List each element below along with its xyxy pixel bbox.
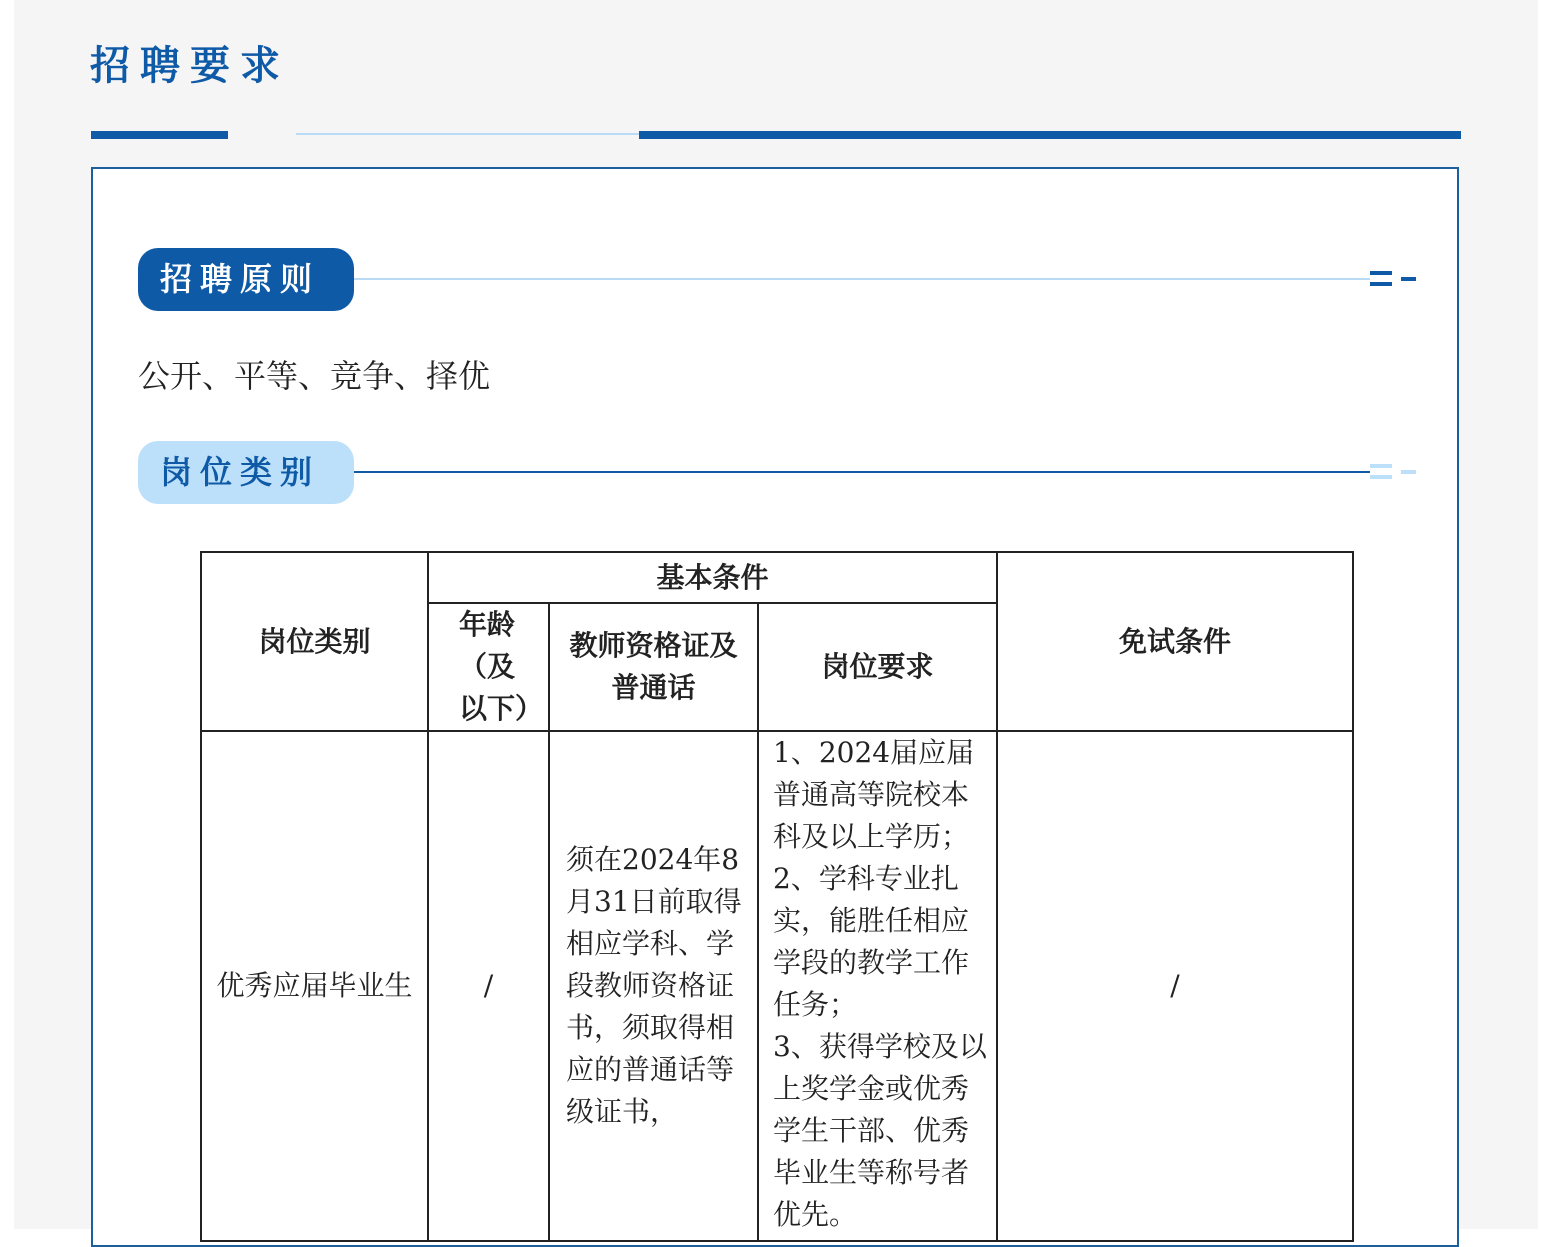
- cell-certificate: 须在2024年8月31日前取得相应学科、学段教师资格证书，须取得相应的普通话等级证书，: [549, 731, 758, 1241]
- cell-requirements: [758, 731, 997, 1241]
- section-heading-principle: 招聘原则: [138, 248, 354, 311]
- principle-text: 公开、平等、竞争、择优: [138, 357, 491, 395]
- title-underline-middle: [296, 133, 639, 135]
- header-age: 年龄（及以下）: [428, 603, 549, 731]
- double-dash-icon: [1370, 462, 1416, 482]
- header-exemption: 免试条件: [997, 552, 1353, 731]
- requirement-item: 3、获得学校及以上奖学金或优秀学生干部、优秀毕业生等称号者优先。: [773, 1030, 987, 1231]
- requirement-item: 2、学科专业扎实，能胜任相应学段的教学工作任务；: [773, 862, 970, 1021]
- table-row: [201, 731, 1353, 1241]
- header-certificate: 教师资格证及普通话: [549, 603, 758, 731]
- double-dash-icon: [1370, 269, 1416, 289]
- cell-age: /: [428, 731, 549, 1241]
- cell-category: 优秀应届毕业生: [201, 731, 428, 1241]
- section-heading-category: 岗位类别: [138, 441, 354, 504]
- position-table: [200, 551, 1354, 1242]
- section-divider-category: [354, 471, 1370, 473]
- title-underline-right: [639, 131, 1461, 139]
- header-requirements: 岗位要求: [758, 603, 997, 731]
- section-divider-principle: [354, 278, 1370, 280]
- requirement-item: 1、2024届应届普通高等院校本科及以上学历；: [773, 736, 975, 853]
- page-title: 招聘要求: [90, 43, 290, 89]
- header-basic-conditions: 基本条件: [428, 552, 997, 603]
- title-underline-left: [91, 131, 228, 139]
- header-category: 岗位类别: [201, 552, 428, 731]
- cell-exemption: /: [997, 731, 1353, 1241]
